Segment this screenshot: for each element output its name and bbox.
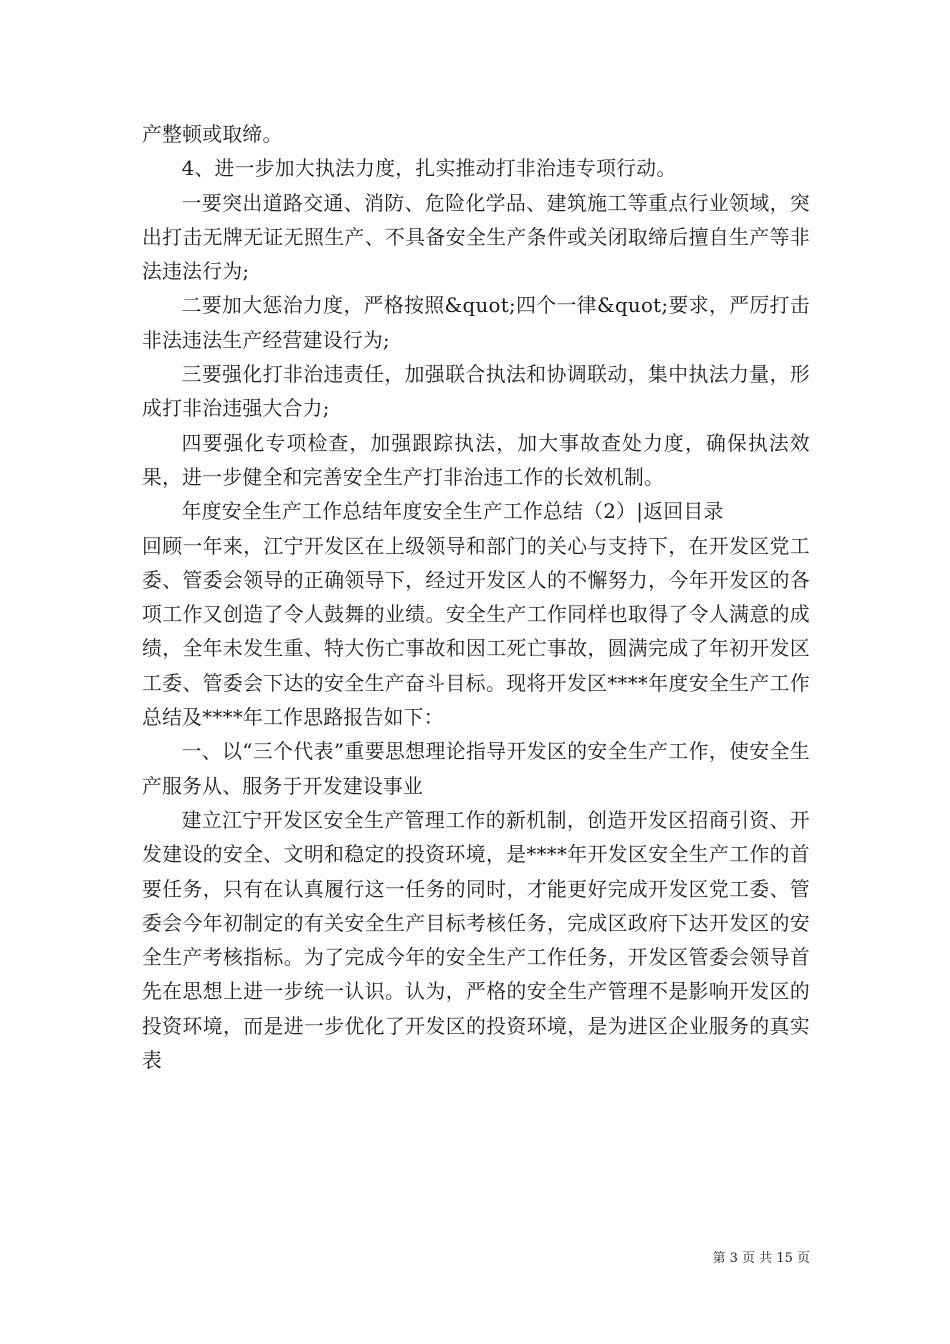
paragraph-4: 二要加大惩治力度，严格按照&quot;四个一律&quot;要求，严厉打击非法违法生产经营建设行为;: [142, 294, 810, 352]
paragraph-10: 建立江宁开发区安全生产管理工作的新机制，创造开发区招商引资、开发建设的安全、文明和稳定的投资环境，是****年开发区安全生产工作的首要任务，只有在认真履行这一任务的同时，才能更好完成开发区党工委、管委会今年初制定的有关安全生产目标考核任务，完成区政府下达开发区的安全生产考核指标。为了完成今年的安全生产工作任务，开发区管委会领导首先在思想上进一步统一认识。认为，严格的安全生产管理不是影响开发区的投资环境，而是进一步优化了开发区的投资环境，是为进区企业服务的真实表: [142, 808, 810, 1073]
section-heading-1: 一、以“三个代表”重要思想理论指导开发区的安全生产工作，使安全生产服务从、服务于开发建设事业: [142, 740, 810, 798]
document-body: [142, 118, 810, 1078]
section-heading-link: 年度安全生产工作总结年度安全生产工作总结（2）|返回目录: [181, 500, 724, 524]
page-number: 第 3 页 共 15 页: [712, 1251, 810, 1266]
paragraph-2: 4、进一步加大执法力度，扎实推动打非治违专项行动。: [181, 157, 677, 181]
paragraph-1: 产整顿或取缔。: [142, 123, 283, 146]
paragraph-3: 一要突出道路交通、消防、危险化学品、建筑施工等重点行业领域，突出打击无牌无证无照生产、不具备安全生产条件或关闭取缔后擅自生产等非法违法行为;: [142, 191, 810, 284]
paragraph-5: 三要强化打非治违责任，加强联合执法和协调联动，集中执法力量，形成打非治违强大合力;: [142, 363, 810, 421]
paragraph-8: 回顾一年来，江宁开发区在上级领导和部门的关心与支持下，在开发区党工委、管委会领导的正确领导下，经过开发区人的不懈努力，今年开发区的各项工作又创造了令人鼓舞的业绩。安全生产工作同样也取得了令人满意的成绩，全年未发生重、特大伤亡事故和因工死亡事故，圆满完成了年初开发区工委、管委会下达的安全生产奋斗目标。现将开发区****年度安全生产工作总结及****年工作思路报告如下：: [142, 534, 810, 730]
paragraph-6: 四要强化专项检查，加强跟踪执法，加大事故查处力度，确保执法效果，进一步健全和完善安全生产打非治违工作的长效机制。: [142, 431, 810, 489]
